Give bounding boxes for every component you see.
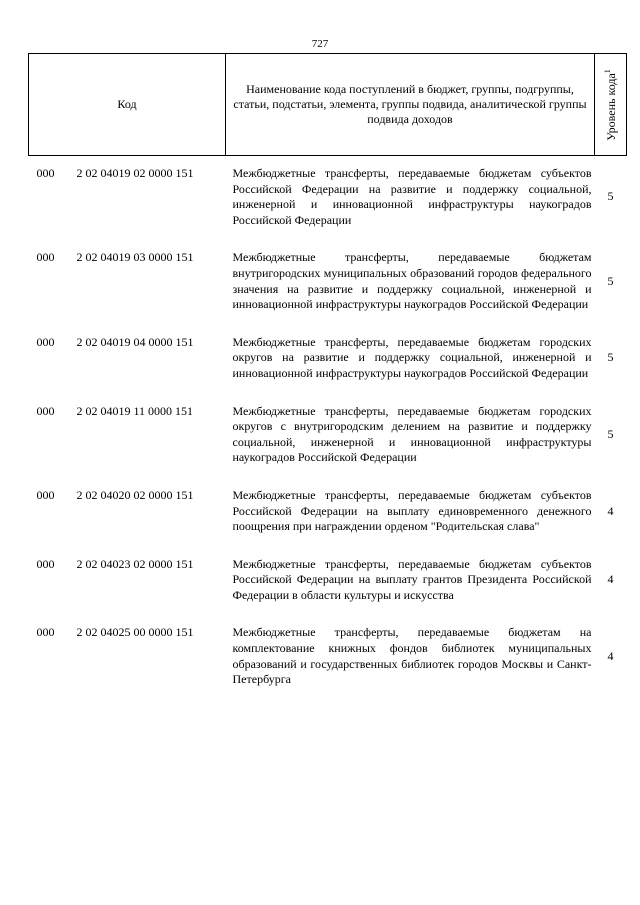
code-cell (29, 250, 226, 312)
admin-code: 000 (36, 487, 55, 502)
code-name: Межбюджетные трансферты, передаваемые бюджетам городских округов с внутригородским делением на развитие и поддержку социальной, инженерной и инновационной инфраструктуры наукоградов Российской Федерации (232, 403, 592, 465)
revenue-code: 2 02 04020 02 0000 151 (76, 487, 194, 502)
code-name: Межбюджетные трансферты, передаваемые бюджетам городских округов на развитие и поддержку социальной, инженерной и инновационной инфраструктуры наукоградов Российской Федерации (232, 334, 592, 380)
admin-code: 000 (36, 625, 55, 640)
code-name: Межбюджетные трансферты, передаваемые бюджетам на комплектование книжных фондов библиотек муниципальных образований и государственных библиотек городов Москвы и Санкт-Петербурга (232, 625, 592, 687)
table-row (29, 625, 627, 687)
table-row (29, 166, 627, 228)
revenue-code: 2 02 04019 11 0000 151 (76, 403, 194, 418)
row-gap (29, 466, 627, 488)
code-level: 5 (607, 350, 614, 365)
admin-code: 000 (36, 166, 55, 180)
admin-code: 000 (36, 334, 55, 349)
table-row (29, 488, 627, 535)
code-name: Межбюджетные трансферты, передаваемые бюджетам субъектов Российской Федерации на выплату единовременного денежного поощрения при награждении орденом "Родительская слава" (232, 487, 592, 534)
revenue-code: 2 02 04019 02 0000 151 (76, 166, 194, 180)
row-gap (29, 535, 627, 557)
admin-code: 000 (36, 556, 55, 571)
row-gap (29, 382, 627, 404)
code-name: Межбюджетные трансферты, передаваемые бюджетам субъектов Российской Федерации на выплату грантов Президента Российской Федерации в области культуры и искусства (232, 556, 592, 602)
code-name: Межбюджетные трансферты, передаваемые бюджетам субъектов Российской Федерации на развитие и поддержку социальной, инженерной и инновационной инфраструктуры наукоградов Российской Федерации (232, 166, 592, 227)
code-cell (29, 488, 226, 535)
code-level: 5 (607, 189, 614, 204)
revenue-codes-table (28, 53, 627, 688)
code-level: 4 (607, 648, 614, 663)
revenue-code: 2 02 04023 02 0000 151 (76, 556, 194, 571)
row-gap (29, 313, 627, 335)
code-cell (29, 335, 226, 382)
table-row (29, 557, 627, 604)
code-cell (29, 404, 226, 466)
header-level-text: Уровень кода (603, 72, 618, 141)
header-spacer (29, 156, 627, 167)
code-level: 5 (607, 426, 614, 441)
table-header-row (29, 54, 627, 156)
header-level-label (603, 69, 619, 141)
table-row (29, 250, 627, 312)
revenue-code: 2 02 04019 04 0000 151 (76, 334, 194, 349)
code-level: 5 (607, 273, 614, 288)
header-name: Наименование кода поступлений в бюджет, группы, подгруппы, статьи, подстатьи, элемента, группы подвида, аналитической группы подвида доходов (226, 54, 595, 156)
table-row (29, 404, 627, 466)
admin-code: 000 (36, 403, 55, 418)
code-cell (29, 557, 226, 604)
table-row (29, 335, 627, 382)
code-level: 4 (607, 572, 614, 587)
row-gap (29, 228, 627, 250)
header-level-footnote: 1 (602, 68, 612, 73)
row-gap (29, 603, 627, 625)
code-name: Межбюджетные трансферты, передаваемые бюджетам внутригородских муниципальных образований городов федерального значения на развитие и поддержку социальной, инженерной и инновационной инфраструктуры наукоградов Российской Федерации (232, 250, 592, 312)
code-level: 4 (607, 503, 614, 518)
header-level (595, 54, 627, 156)
header-code: Код (29, 54, 226, 156)
admin-code: 000 (36, 250, 55, 265)
code-cell (29, 166, 226, 228)
code-cell (29, 625, 226, 687)
page-number: 727 (311, 38, 329, 50)
revenue-code: 2 02 04025 00 0000 151 (76, 625, 194, 640)
table-body (29, 166, 627, 688)
revenue-code: 2 02 04019 03 0000 151 (76, 250, 194, 265)
